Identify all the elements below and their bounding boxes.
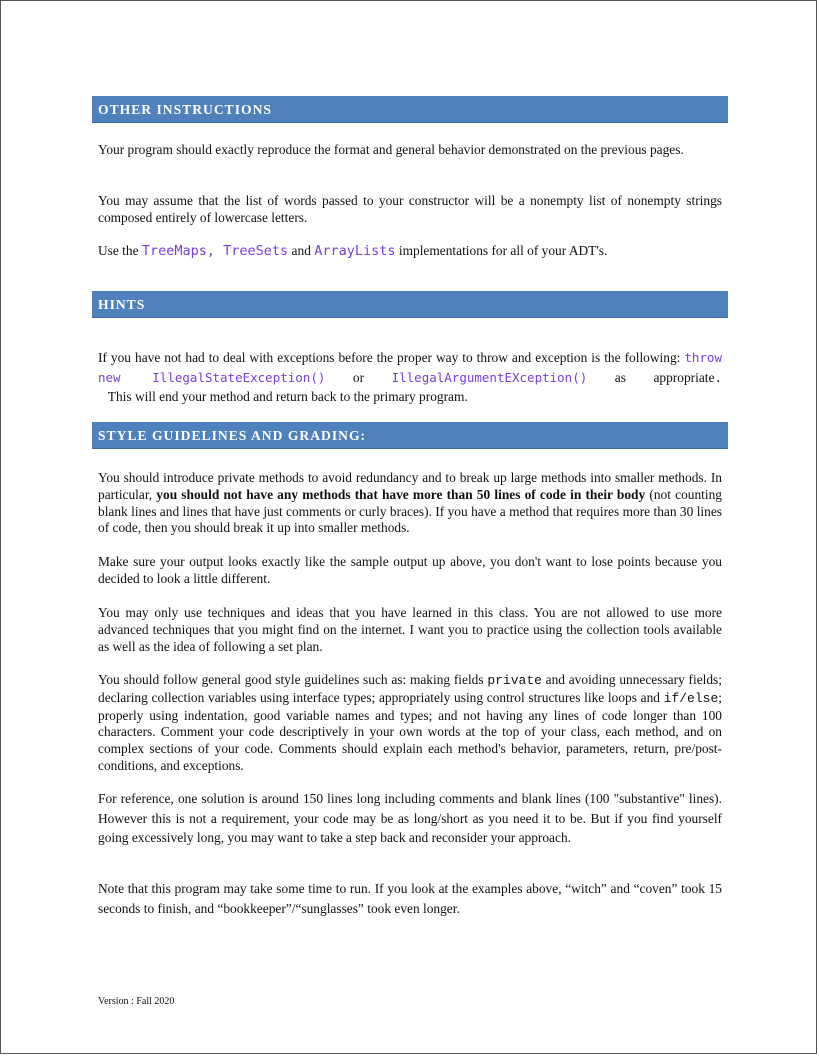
code-arraylists: ArrayLists <box>314 243 396 259</box>
code-illegal-state-exception: throw new IllegalStateException() <box>98 350 722 385</box>
paragraph-style-guidelines: You should follow general good style guidelines such as: making fields private and avoiding unnecessary fields; declaring collection variables using interface types; appropriately using control structures like loops and if/else; properly using indentation, good variable names and types; and not having any lines of code longer than 100 characters. Comment your code descriptively in your own words at the top of your class, each method, and on complex sections of your code. Comments should explain each method's behavior, parameters, return, pre/post-conditions, and exceptions. <box>98 672 722 773</box>
paragraph-format: Your program should exactly reproduce the format and general behavior demonstrated on the previous pages. <box>98 142 684 157</box>
code-treemaps-treesets: TreeMaps, TreeSets <box>141 243 289 259</box>
version-footer: Version : Fall 2020 <box>98 996 175 1007</box>
paragraph-private-methods: You should introduce private methods to avoid redundancy and to break up large methods into smaller methods. In particular, you should not have any methods that have more than 50 lines of code in their body (not counting blank lines and lines that have just comments or curly braces). If you have a method that requires more than 30 lines of code, then you should break it up into smaller methods. <box>98 470 722 536</box>
section-header-hints <box>92 291 728 318</box>
paragraph-output-format: Make sure your output looks exactly like the sample output up above, you don't want to lose points because you decided to look a little different. <box>98 554 722 586</box>
paragraph-reference-solution: For reference, one solution is around 150 lines long including comments and blank lines (100 "substantive" lines). However this is not a requirement, your code may be as long/short as you need it to be. But if you find yourself going excessively long, you may want to take a step back and reconsider your approach. <box>98 791 722 846</box>
paragraph-exceptions-hint: If you have not had to deal with exceptions before the proper way to throw and exception is the following: throw new IllegalStateException() or IllegalArgumentEXception() as appropriate. This will end your method and return back to the primary program. <box>98 350 722 405</box>
code-private: private <box>487 673 542 688</box>
section-title: OTHER INSTRUCTIONS <box>98 102 272 117</box>
code-illegal-argument-exception: IllegalArgumentEXception() <box>391 369 588 385</box>
paragraph-runtime-note: Note that this program may take some time to run. If you look at the examples above, “witch” and “coven” took 15 seconds to finish, and “bookkeeper”/“sunglasses” took even longer. <box>98 881 722 916</box>
section-title: STYLE GUIDELINES AND GRADING: <box>98 428 367 443</box>
paragraph-assumption: You may assume that the list of words passed to your constructor will be a nonempty list of nonempty strings composed entirely of lowercase letters. <box>98 193 722 225</box>
paragraph-techniques: You may only use techniques and ideas that you have learned in this class. You are not allowed to use more advanced techniques that you might find on the internet. I want you to practice using the collection tools available as well as the idea of following a set plan. <box>98 605 722 654</box>
section-title: HINTS <box>98 297 146 312</box>
paragraph-implementations: Use the TreeMaps, TreeSets and ArrayLists implementations for all of your ADT's. <box>98 243 608 259</box>
emphasis-method-length: you should not have any methods that have more than 50 lines of code in their body <box>156 486 646 502</box>
section-header-style-guidelines <box>92 422 728 449</box>
section-header-other-instructions <box>92 96 728 123</box>
code-if-else: if/else <box>663 690 719 706</box>
